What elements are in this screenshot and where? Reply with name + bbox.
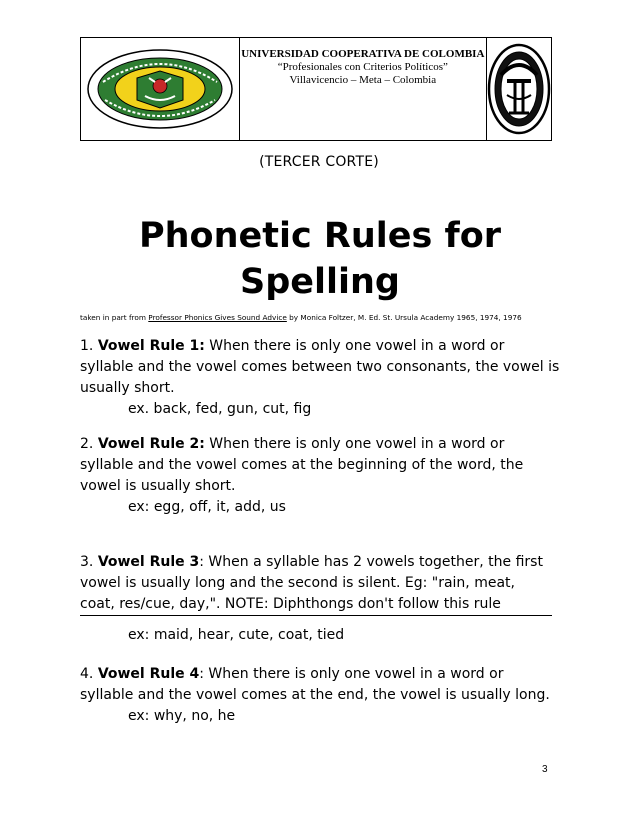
rule-example: ex: why, no, he bbox=[128, 708, 236, 724]
university-name: UNIVERSIDAD COOPERATIVA DE COLOMBIA bbox=[241, 48, 485, 60]
rule-number: 1. bbox=[80, 338, 98, 354]
rule-label: Vowel Rule 1: bbox=[97, 338, 205, 354]
rule-description: When there is only one vowel in a word or syllable and the vowel comes at the beginning of the word, the vowel is usually short. bbox=[80, 436, 524, 494]
source-book-title: Professor Phonics Gives Sound Advice bbox=[148, 313, 287, 322]
university-motto: “Profesionales con Criterios Políticos” bbox=[277, 61, 448, 73]
vowel-rule-2 bbox=[80, 434, 560, 518]
rule-label: Vowel Rule 2: bbox=[97, 436, 205, 452]
rule-example: ex: maid, hear, cute, coat, tied bbox=[128, 627, 345, 643]
rule-number: 3. bbox=[80, 554, 98, 570]
rule-example: ex: egg, off, it, add, us bbox=[128, 499, 286, 515]
rule-text bbox=[80, 336, 560, 399]
period-label: (TERCER CORTE) bbox=[259, 154, 379, 170]
corpaema-logo-icon bbox=[487, 43, 551, 135]
rule-description: : When there is only one vowel in a word or syllable and the vowel comes at the end, the vowel is usually long. bbox=[80, 666, 550, 703]
rule-description: : When a syllable has 2 vowels together, the first vowel is usually long and the second is silent. Eg: "rain, meat, coat, res/cue, day,". NOTE: Diphthongs don't follow this rule bbox=[80, 554, 543, 612]
vowel-rule-4 bbox=[80, 664, 560, 727]
letterhead-table bbox=[80, 37, 552, 141]
page-title bbox=[100, 213, 540, 305]
rule-example: ex. back, fed, gun, cut, fig bbox=[128, 401, 312, 417]
source-prefix: taken in part from bbox=[80, 313, 149, 322]
rule-number: 4. bbox=[80, 666, 98, 682]
letterhead-text-cell bbox=[240, 38, 487, 140]
rule-number: 2. bbox=[80, 436, 98, 452]
rule-label: Vowel Rule 4 bbox=[97, 666, 200, 682]
source-citation bbox=[80, 313, 522, 322]
vowel-rule-3 bbox=[80, 552, 560, 646]
rule-label: Vowel Rule 3 bbox=[97, 554, 200, 570]
rule-text bbox=[80, 664, 560, 706]
rule-description: When there is only one vowel in a word or syllable and the vowel comes between two consonants, the vowel is usually short. bbox=[80, 338, 560, 396]
title-line-1: Phonetic Rules for bbox=[138, 216, 502, 256]
page-number: 3 bbox=[542, 764, 548, 775]
vowel-rule-1 bbox=[80, 336, 560, 420]
left-logo-cell bbox=[81, 38, 240, 140]
right-logo-cell bbox=[487, 38, 551, 140]
university-seal-logo-icon bbox=[85, 48, 235, 130]
university-location: Villavicencio – Meta – Colombia bbox=[289, 74, 437, 86]
source-suffix: by Monica Foltzer, M. Ed. St. Ursula Academy 1965, 1974, 1976 bbox=[286, 313, 522, 322]
rule-text bbox=[80, 434, 560, 497]
title-line-2: Spelling bbox=[240, 262, 400, 302]
rule-text bbox=[80, 552, 552, 616]
